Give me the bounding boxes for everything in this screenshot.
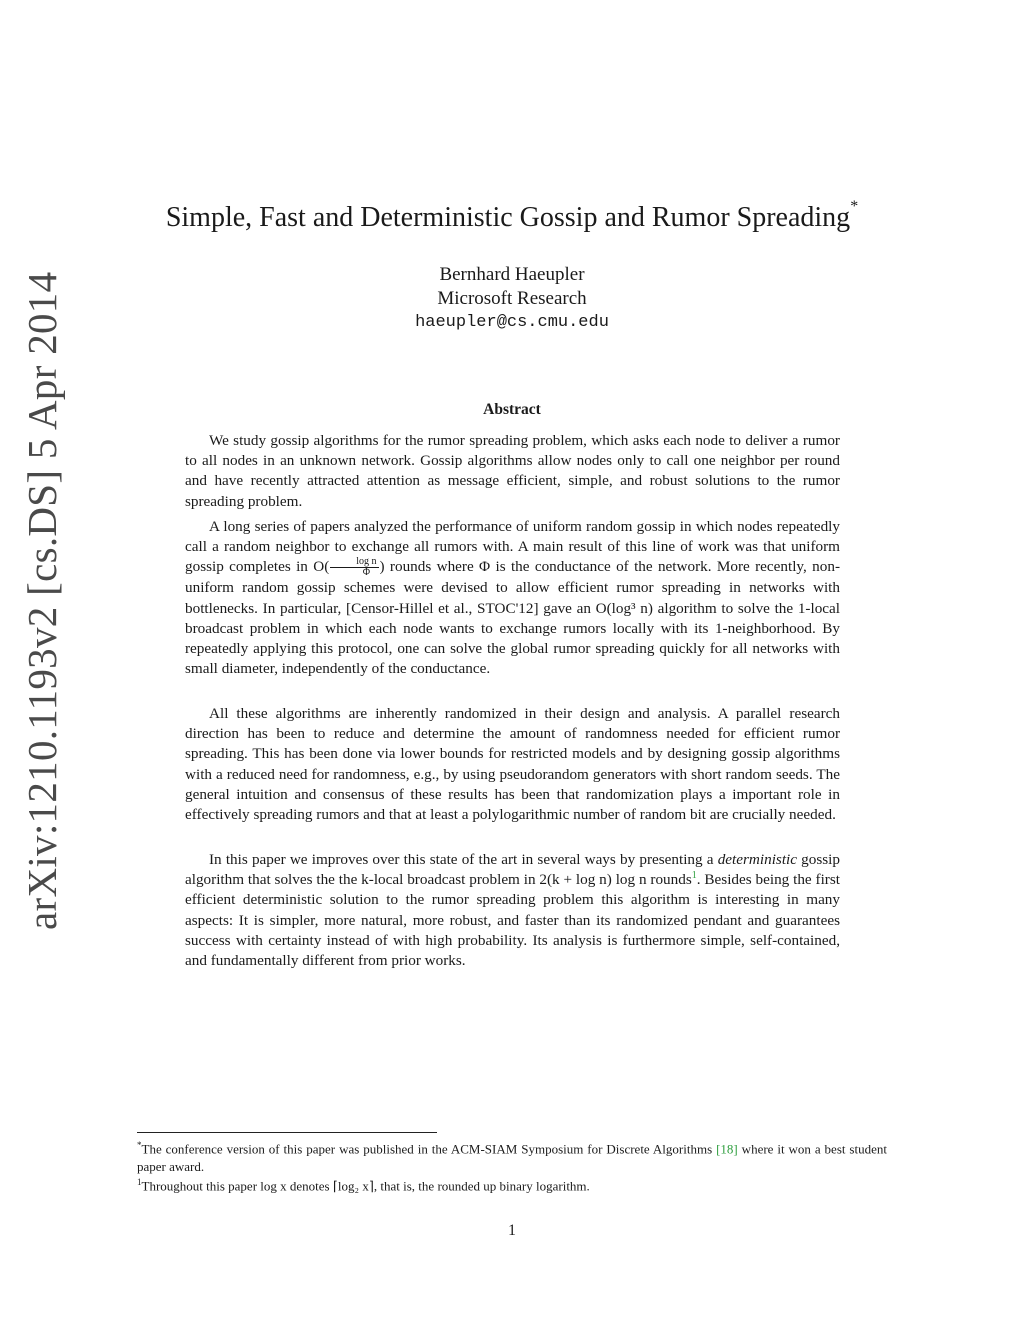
author-affiliation: Microsoft Research	[437, 288, 587, 309]
paper-title	[0, 198, 1024, 234]
footnote-1-text-b: where it won a best student paper award.	[137, 1141, 887, 1175]
footnote-1-text-a: The conference version of this paper was published in the ACM-SIAM Symposium for Discrete Algorithms	[141, 1141, 717, 1157]
abstract-paragraph-3: All these algorithms are inherently randomized in their design and analysis. A parallel research direction has been to reduce and determine the amount of randomness needed for efficient rumor spreading. This has been done via lower bounds for restricted models and by designing gossip algorithms with a reduced need for randomness, e.g., by using pseudorandom generators with short random seeds. The general intuition and consensus of these results has been that randomization plays a important role in effectively spreading rumors and that at least a polylogarithmic number of random bit are crucially needed.	[185, 705, 840, 824]
fraction-log-n-over-phi	[330, 557, 378, 578]
author-email[interactable]: haeupler@cs.cmu.edu	[415, 313, 609, 332]
deterministic-emphasis: deterministic	[717, 851, 797, 868]
fraction-denominator: Φ	[362, 567, 371, 579]
fraction-numerator: log n	[330, 557, 378, 568]
abstract-paragraph-4	[185, 850, 840, 971]
abstract-p4-text-c: . Besides being the first efficient deterministic solution to the rumor spreading problem this algorithm is interesting in many aspects: It is simpler, more natural, more robust, and faster than its randomized pendant and guarantees success with certainty instead of with high probability. Its analysis is furthermore simple, self-contained, and fundamentally different from prior works.	[185, 871, 840, 970]
footnote-1-mark: *	[137, 1140, 142, 1150]
footnote-2	[137, 1173, 887, 1195]
page-number: 1	[508, 1222, 516, 1239]
footnote-rule	[137, 1132, 437, 1133]
footnote-2-text: Throughout this paper log x denotes ⌈log₂ x⌉, that is, the rounded up binary logarithm.	[141, 1178, 590, 1194]
author-name: Bernhard Haeupler	[439, 264, 585, 285]
footnote-1	[137, 1136, 887, 1176]
abstract-p4-text-b: gossip algorithm that solves the the k-local broadcast problem in 2(k + log n) log n rounds	[185, 851, 840, 889]
citation-link[interactable]: [18]	[716, 1141, 738, 1157]
abstract-heading: Abstract	[483, 401, 541, 418]
abstract-p2-text-b: ) rounds where Φ is the conductance of the network. More recently, non-uniform random gossip schemes were devised to allow efficient rumor spreading in networks with bottlenecks. In particular, [Censor-Hillel et al., STOC'12] gave an O(log³ n) algorithm to solve the 1-local broadcast problem in which each node wants to exchange rumors locally with its 1-neighborhood. By repeatedly applying this protocol, one can solve the global rumor spreading quickly for all networks with small diameter, independently of the conductance.	[185, 558, 840, 678]
abstract-paragraph-1: We study gossip algorithms for the rumor spreading problem, which asks each node to deliver a rumor to all nodes in an unknown network. Gossip algorithms allow nodes only to call one neighbor per round and have recently attracted attention as message efficient, simple, and robust solutions to the rumor spreading problem.	[185, 432, 840, 510]
abstract-paragraph-2	[185, 517, 840, 679]
title-footnote-mark: *	[850, 198, 859, 215]
footnote-2-mark: 1	[137, 1177, 142, 1187]
abstract-p4-text-a: In this paper we improves over this state of the art in several ways by presenting a	[209, 851, 718, 868]
title-text: Simple, Fast and Deterministic Gossip and Rumor Spreading	[165, 202, 851, 233]
abstract-p2-text-a: A long series of papers analyzed the performance of uniform random gossip in which nodes repeatedly call a random neighbor to exchange all rumors with. A main result of this line of work was that uniform gossip completes in O(	[185, 518, 840, 576]
footnote-ref-1[interactable]: 1	[691, 870, 697, 882]
arxiv-stamp: arXiv:1210.1193v2 [cs.DS] 5 Apr 2014	[19, 271, 65, 930]
